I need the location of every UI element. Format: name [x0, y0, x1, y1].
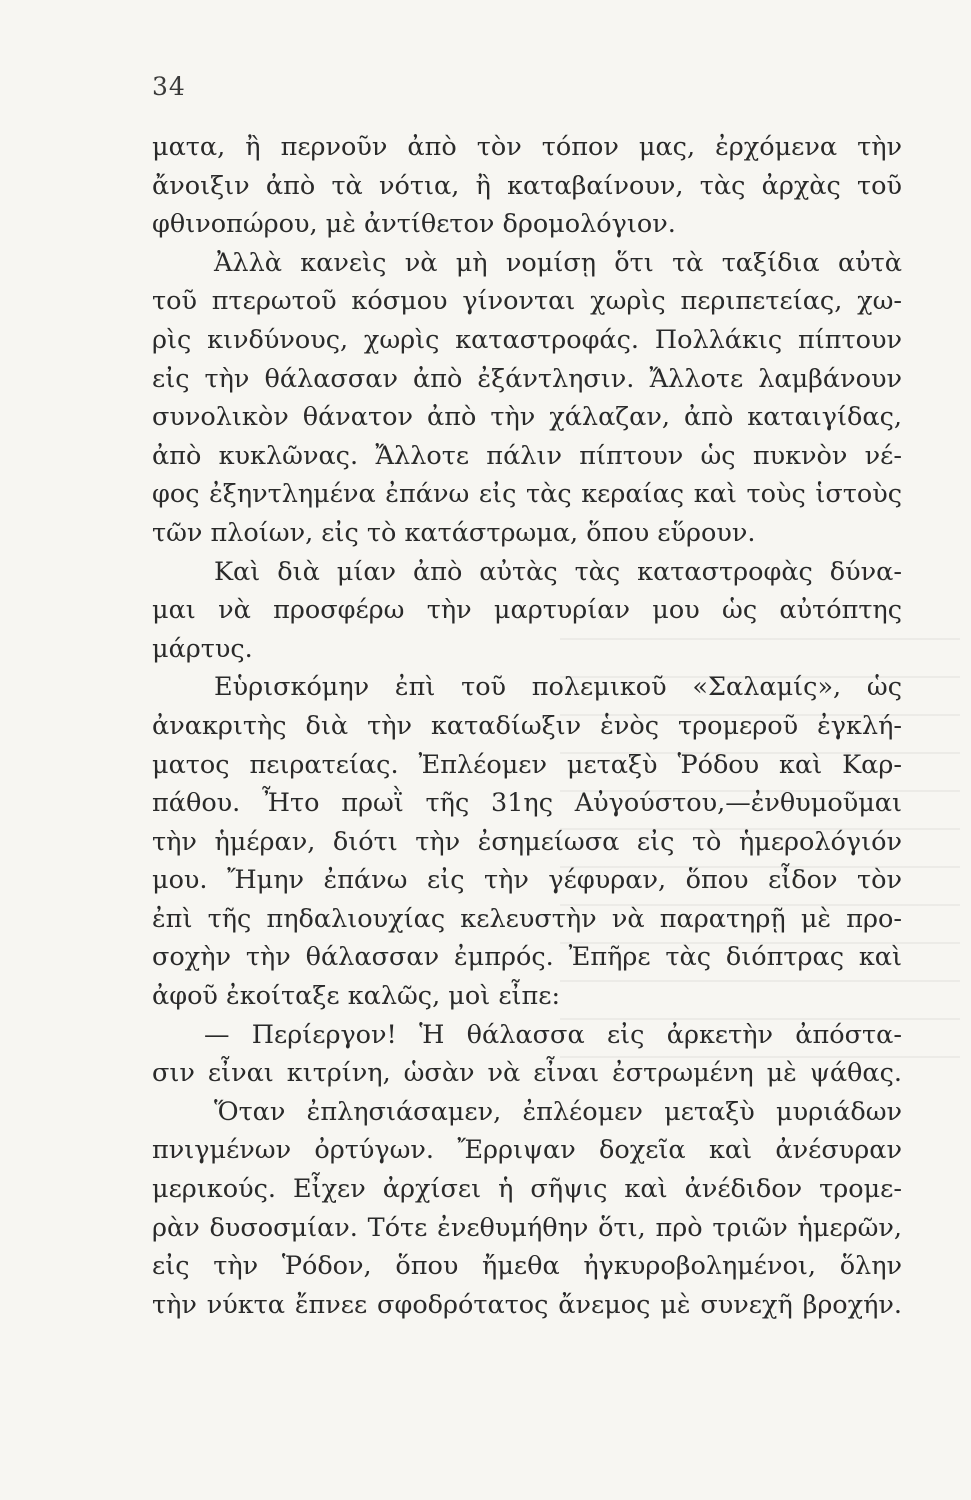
paragraph-start-line: Καὶ διὰ μίαν ἀπὸ αὐτὰς τὰς καταστροφὰς δύνα- — [214, 556, 902, 587]
paragraph-start-line: Εὑρισκόμην ἐπὶ τοῦ πολεμικοῦ «Σαλαμίς», ὡς — [214, 672, 902, 703]
text-line: συνολικὸν θάνατον ἀπὸ τὴν χάλαζαν, ἀπὸ καταιγίδας, — [152, 402, 902, 433]
text-line: μου. Ἤμην ἐπάνω εἰς τὴν γέφυραν, ὅπου εἶδον τὸν — [152, 865, 902, 896]
paragraph-start-line: Ἀλλὰ κανεὶς νὰ μὴ νομίσῃ ὅτι τὰ ταξίδια αὐτὰ — [214, 247, 902, 278]
text-line: πνιγμένων ὀρτύγων. Ἔρριψαν δοχεῖα καὶ ἀνέσυραν — [152, 1135, 902, 1166]
text-line: τὴν νύκτα ἔπνεε σφοδρότατος ἄνεμος μὲ συνεχῆ βροχήν. — [152, 1289, 902, 1320]
text-line: ἀπὸ κυκλῶνας. Ἄλλοτε πάλιν πίπτουν ὡς πυκνὸν νέ- — [152, 440, 902, 471]
text-line: ἐπὶ τῆς πηδαλιουχίας κελευστὴν νὰ παρατηρῇ μὲ προ- — [152, 903, 902, 934]
text-line: ματα, ἢ περνοῦν ἀπὸ τὸν τόπον μας, ἐρχόμενα τὴν — [152, 132, 902, 162]
text-line: μαι νὰ προσφέρω τὴν μαρτυρίαν μου ὡς αὐτόπτης — [152, 595, 902, 626]
paragraph-start-line: Ὅταν ἐπλησιάσαμεν, ἐπλέομεν μεταξὺ μυριάδων — [214, 1096, 902, 1127]
text-line: ἀνακριτὴς διὰ τὴν καταδίωξιν ἑνὸς τρομεροῦ ἐγκλή- — [152, 710, 902, 741]
body-text — [152, 128, 902, 1324]
text-line: τοῦ πτερωτοῦ κόσμου γίνονται χωρὶς περιπετείας, χω- — [152, 286, 902, 317]
text-line: ἄνοιξιν ἀπὸ τὰ νότια, ἢ καταβαίνουν, τὰς ἀρχὰς τοῦ — [152, 170, 902, 201]
text-line: ἀφοῦ ἐκοίταξε καλῶς, μοὶ εἶπε: — [152, 981, 561, 1012]
text-line: τῶν πλοίων, εἰς τὸ κατάστρωμα, ὅπου εὕρουν. — [152, 517, 756, 548]
text-line: ρὶς κινδύνους, χωρὶς καταστροφάς. Πολλάκις πίπτουν — [152, 324, 902, 355]
text-line: μάρτυς. — [152, 633, 253, 664]
text-line: μερικούς. Εἶχεν ἀρχίσει ἡ σῆψις καὶ ἀνέδιδον τρομε- — [152, 1174, 902, 1205]
text-line: ρὰν δυσοσμίαν. Τότε ἐνεθυμήθην ὅτι, πρὸ τριῶν ἡμερῶν, — [152, 1212, 902, 1243]
text-line: πάθου. Ἦτο πρωῒ τῆς 31ης Αὐγούστου,—ἐνθυμοῦμαι — [152, 788, 902, 819]
text-line: φος ἐξηντλημένα ἐπάνω εἰς τὰς κεραίας καὶ τοὺς ἱστοὺς — [152, 479, 902, 510]
text-line: εἰς τὴν Ῥόδον, ὅπου ἤμεθα ἠγκυροβολημένοι, ὅλην — [152, 1251, 902, 1282]
dialogue-line: — Περίεργον! Ἡ θάλασσα εἰς ἀρκετὴν ἀπόστα- — [204, 1019, 902, 1050]
text-line: εἰς τὴν θάλασσαν ἀπὸ ἐξάντλησιν. Ἄλλοτε λαμβάνουν — [152, 363, 902, 394]
page-number: 34 — [152, 72, 186, 101]
text-line: φθινοπώρου, μὲ ἀντίθετον δρομολόγιον. — [152, 209, 676, 240]
text-line: τὴν ἡμέραν, διότι τὴν ἐσημείωσα εἰς τὸ ἡμερολόγιόν — [152, 826, 902, 857]
text-line: ματος πειρατείας. Ἐπλέομεν μεταξὺ Ῥόδου καὶ Καρ- — [152, 749, 902, 780]
text-line: σιν εἶναι κιτρίνη, ὡσὰν νὰ εἶναι ἐστρωμένη μὲ ψάθας. — [152, 1058, 902, 1089]
text-line: σοχὴν τὴν θάλασσαν ἐμπρός. Ἐπῆρε τὰς διόπτρας καὶ — [152, 942, 902, 973]
